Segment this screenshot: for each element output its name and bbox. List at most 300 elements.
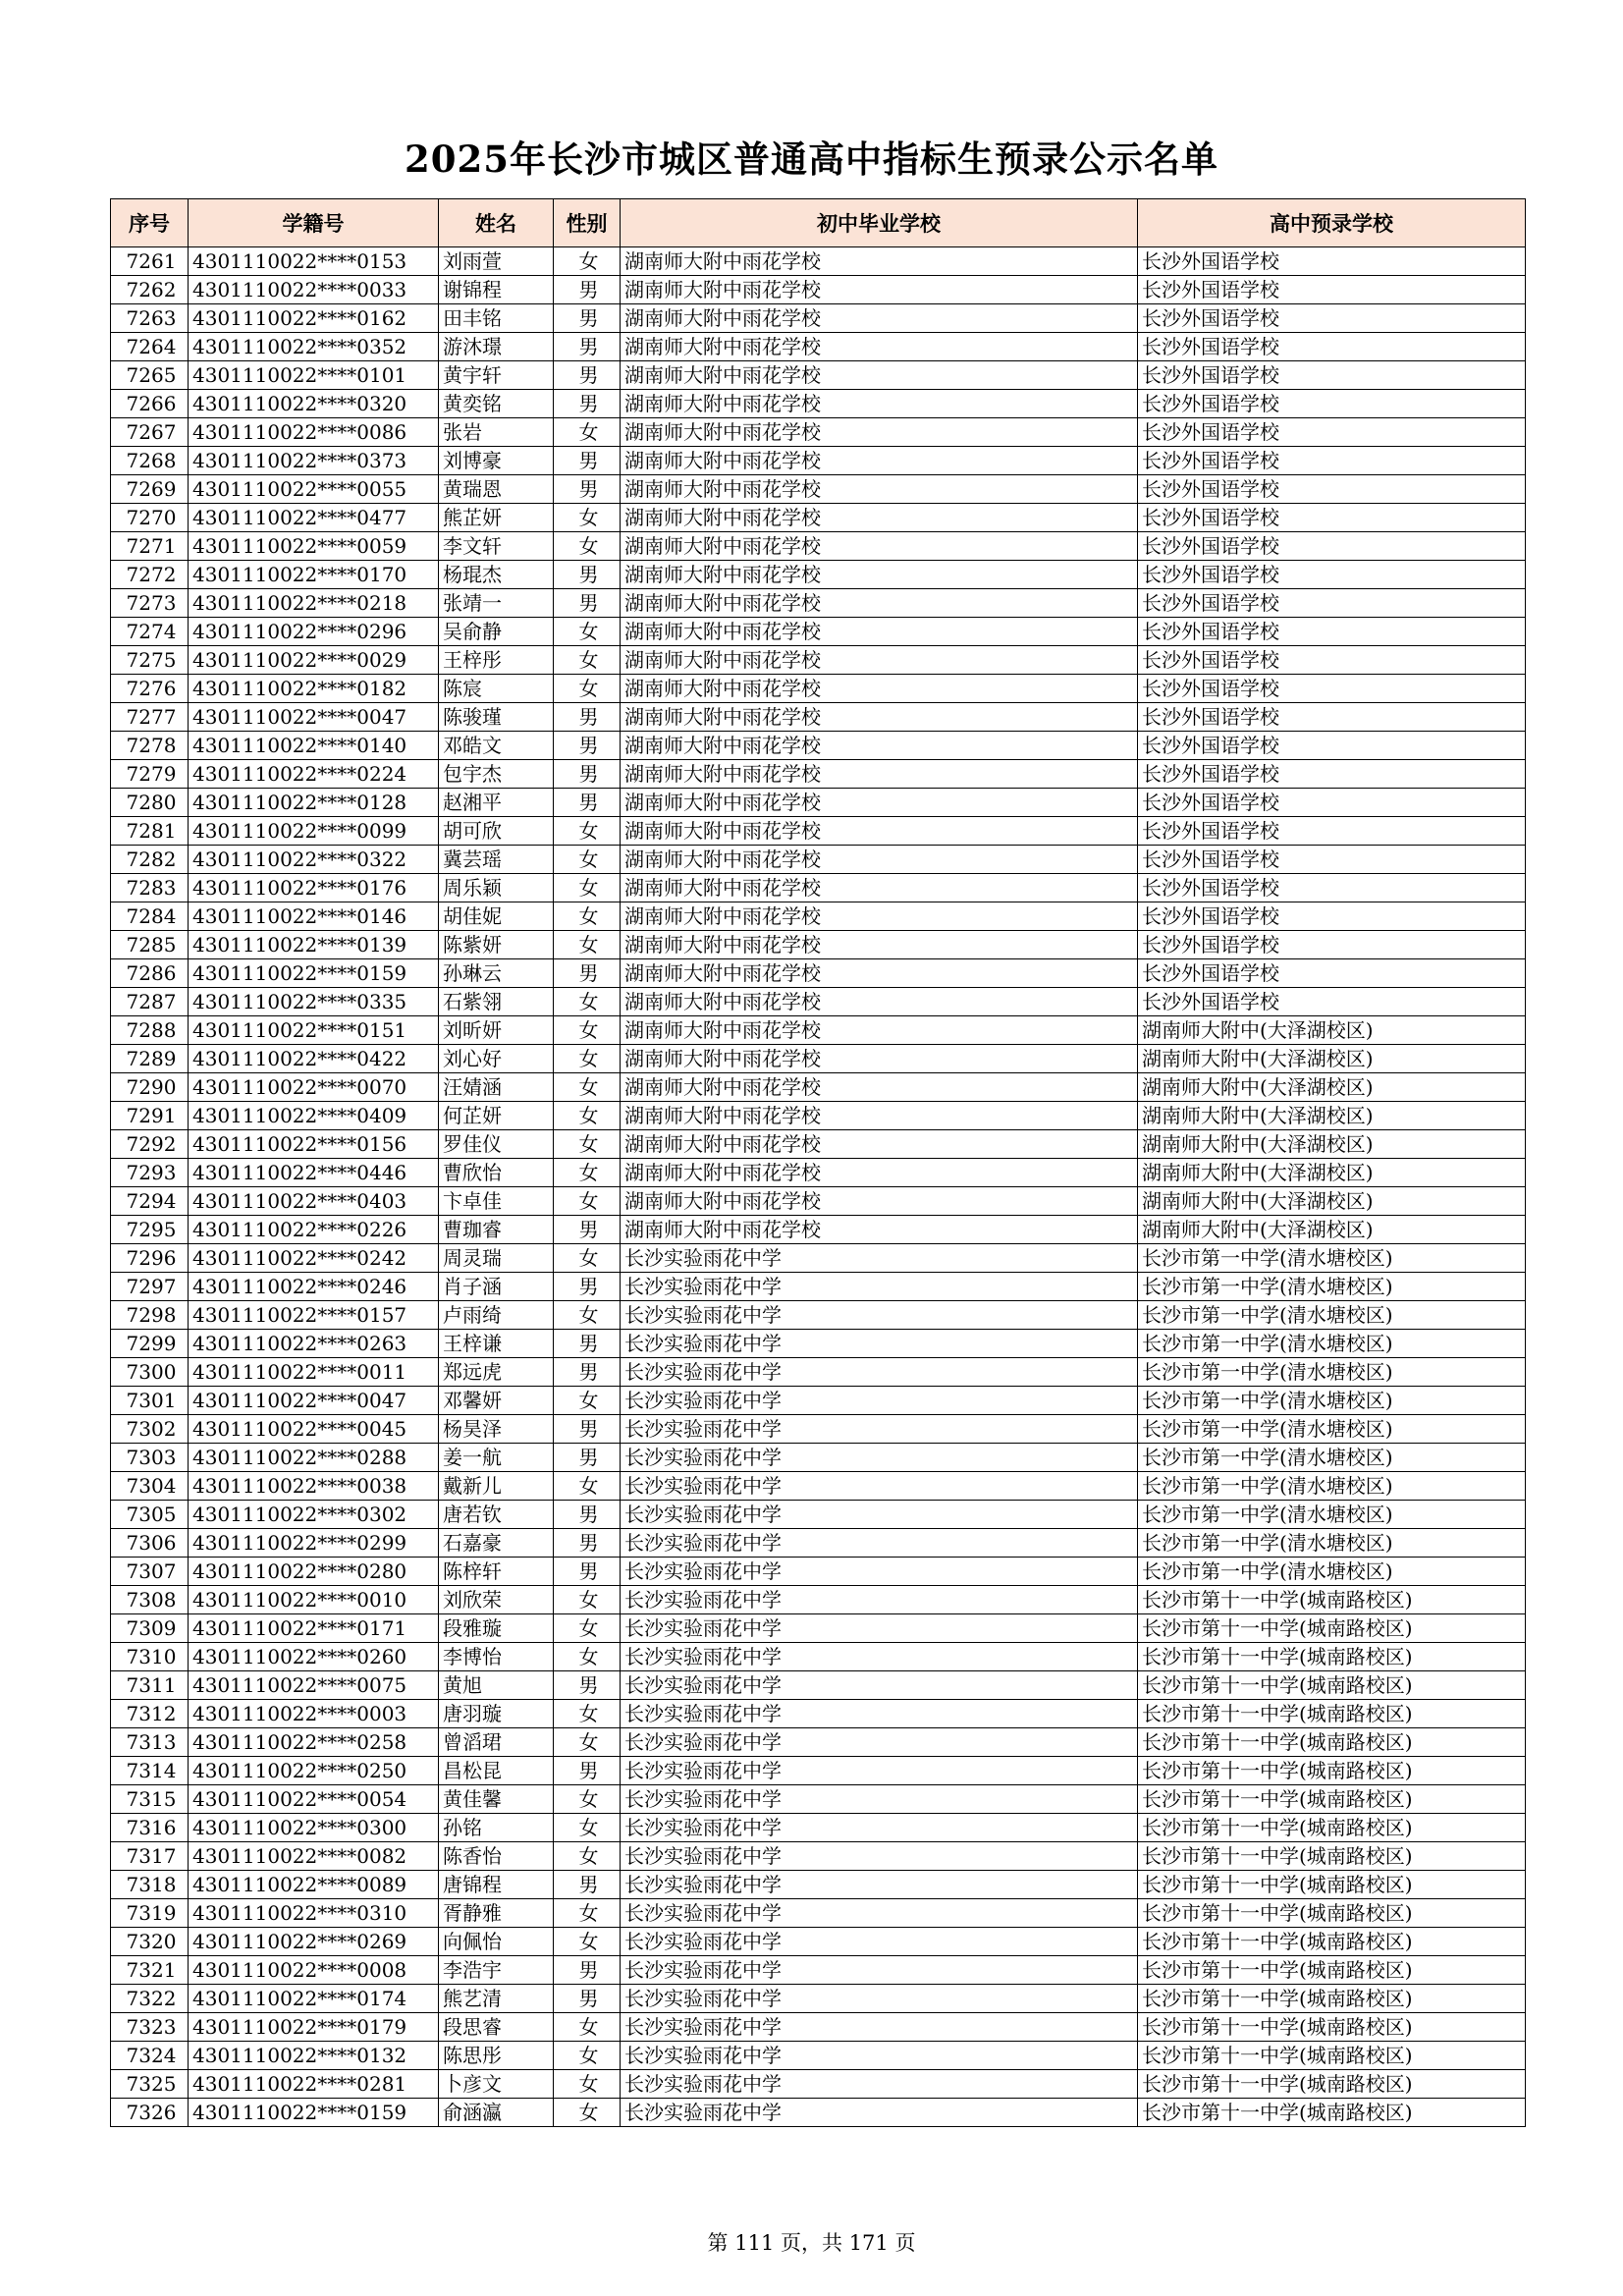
table-row: [111, 1842, 1526, 1871]
cell-seq: 7318: [111, 1871, 189, 1899]
cell-student-id: 4301110022****0269: [189, 1928, 439, 1956]
cell-gender: 男: [554, 1985, 621, 2013]
table-row: [111, 1586, 1526, 1614]
cell-gender: 女: [554, 646, 621, 675]
total-suffix: 页: [894, 2231, 916, 2255]
cell-name: 陈思彤: [439, 2042, 554, 2070]
cell-seq: 7311: [111, 1671, 189, 1700]
cell-student-id: 4301110022****0029: [189, 646, 439, 675]
cell-name: 何芷妍: [439, 1102, 554, 1130]
cell-gender: 男: [554, 1871, 621, 1899]
cell-seq: 7261: [111, 247, 189, 276]
cell-student-id: 4301110022****0140: [189, 732, 439, 760]
cell-gender: 女: [554, 1045, 621, 1073]
cell-name: 黄佳馨: [439, 1785, 554, 1814]
cell-seq: 7267: [111, 418, 189, 447]
cell-seq: 7285: [111, 931, 189, 959]
cell-senior-school: 长沙外国语学校: [1138, 931, 1526, 959]
cell-gender: 男: [554, 1216, 621, 1244]
table-row: [111, 1956, 1526, 1985]
cell-senior-school: 长沙外国语学校: [1138, 418, 1526, 447]
table-row: [111, 561, 1526, 589]
cell-gender: 女: [554, 1472, 621, 1501]
cell-student-id: 4301110022****0280: [189, 1558, 439, 1586]
cell-junior-school: 长沙实验雨花中学: [621, 1529, 1138, 1558]
cell-gender: 女: [554, 1159, 621, 1187]
cell-seq: 7312: [111, 1700, 189, 1728]
cell-name: 胡可欣: [439, 817, 554, 846]
table-row: [111, 1728, 1526, 1757]
cell-senior-school: 长沙市第一中学(清水塘校区): [1138, 1273, 1526, 1301]
cell-junior-school: 湖南师大附中雨花学校: [621, 703, 1138, 732]
cell-student-id: 4301110022****0218: [189, 589, 439, 618]
cell-gender: 女: [554, 2013, 621, 2042]
cell-name: 唐羽璇: [439, 1700, 554, 1728]
table-row: [111, 361, 1526, 390]
cell-student-id: 4301110022****0153: [189, 247, 439, 276]
cell-gender: 女: [554, 1842, 621, 1871]
cell-senior-school: 长沙市第十一中学(城南路校区): [1138, 1785, 1526, 1814]
cell-seq: 7286: [111, 959, 189, 988]
table-row: [111, 760, 1526, 789]
cell-seq: 7289: [111, 1045, 189, 1073]
cell-student-id: 4301110022****0003: [189, 1700, 439, 1728]
cell-gender: 女: [554, 618, 621, 646]
cell-name: 杨昊泽: [439, 1415, 554, 1444]
table-row: [111, 817, 1526, 846]
cell-student-id: 4301110022****0296: [189, 618, 439, 646]
cell-gender: 男: [554, 1529, 621, 1558]
cell-junior-school: 湖南师大附中雨花学校: [621, 789, 1138, 817]
cell-name: 段雅璇: [439, 1614, 554, 1643]
cell-student-id: 4301110022****0070: [189, 1073, 439, 1102]
cell-seq: 7305: [111, 1501, 189, 1529]
cell-student-id: 4301110022****0409: [189, 1102, 439, 1130]
cell-name: 胡佳妮: [439, 902, 554, 931]
cell-junior-school: 湖南师大附中雨花学校: [621, 418, 1138, 447]
cell-junior-school: 湖南师大附中雨花学校: [621, 874, 1138, 902]
cell-gender: 男: [554, 475, 621, 504]
cell-student-id: 4301110022****0151: [189, 1016, 439, 1045]
cell-junior-school: 长沙实验雨花中学: [621, 1614, 1138, 1643]
cell-student-id: 4301110022****0335: [189, 988, 439, 1016]
page-prefix: 第: [707, 2231, 729, 2255]
cell-name: 熊艺清: [439, 1985, 554, 2013]
cell-gender: 男: [554, 1273, 621, 1301]
table-row: [111, 618, 1526, 646]
cell-seq: 7290: [111, 1073, 189, 1102]
cell-junior-school: 长沙实验雨花中学: [621, 1301, 1138, 1330]
cell-gender: 女: [554, 1244, 621, 1273]
cell-seq: 7265: [111, 361, 189, 390]
cell-name: 周灵瑞: [439, 1244, 554, 1273]
cell-junior-school: 长沙实验雨花中学: [621, 1700, 1138, 1728]
cell-junior-school: 湖南师大附中雨花学校: [621, 304, 1138, 333]
total-pages: 171: [848, 2231, 889, 2255]
cell-student-id: 4301110022****0082: [189, 1842, 439, 1871]
cell-seq: 7272: [111, 561, 189, 589]
cell-seq: 7308: [111, 1586, 189, 1614]
cell-senior-school: 长沙外国语学校: [1138, 959, 1526, 988]
cell-senior-school: 长沙市第十一中学(城南路校区): [1138, 1956, 1526, 1985]
cell-junior-school: 长沙实验雨花中学: [621, 1985, 1138, 2013]
cell-student-id: 4301110022****0174: [189, 1985, 439, 2013]
cell-junior-school: 湖南师大附中雨花学校: [621, 1159, 1138, 1187]
cell-junior-school: 长沙实验雨花中学: [621, 1928, 1138, 1956]
cell-senior-school: 长沙市第十一中学(城南路校区): [1138, 1928, 1526, 1956]
cell-gender: 女: [554, 1187, 621, 1216]
table-row: [111, 276, 1526, 304]
cell-seq: 7319: [111, 1899, 189, 1928]
cell-name: 卜彦文: [439, 2070, 554, 2099]
table-row: [111, 1330, 1526, 1358]
cell-senior-school: 长沙市第十一中学(城南路校区): [1138, 1871, 1526, 1899]
cell-senior-school: 长沙市第十一中学(城南路校区): [1138, 2070, 1526, 2099]
page-title: 2025年长沙市城区普通高中指标生预录公示名单: [405, 137, 1218, 181]
table-row: [111, 789, 1526, 817]
cell-senior-school: 长沙外国语学校: [1138, 817, 1526, 846]
cell-seq: 7273: [111, 589, 189, 618]
cell-student-id: 4301110022****0281: [189, 2070, 439, 2099]
table-row: [111, 1415, 1526, 1444]
cell-student-id: 4301110022****0047: [189, 703, 439, 732]
cell-seq: 7304: [111, 1472, 189, 1501]
cell-seq: 7321: [111, 1956, 189, 1985]
header-student-id: 学籍号: [189, 199, 439, 247]
cell-name: 卞卓佳: [439, 1187, 554, 1216]
table-row: [111, 1928, 1526, 1956]
cell-name: 刘昕妍: [439, 1016, 554, 1045]
cell-junior-school: 湖南师大附中雨花学校: [621, 1102, 1138, 1130]
cell-junior-school: 长沙实验雨花中学: [621, 1871, 1138, 1899]
table-row: [111, 1159, 1526, 1187]
cell-senior-school: 长沙外国语学校: [1138, 561, 1526, 589]
cell-student-id: 4301110022****0008: [189, 1956, 439, 1985]
cell-junior-school: 湖南师大附中雨花学校: [621, 988, 1138, 1016]
table-row: [111, 1244, 1526, 1273]
cell-senior-school: 长沙市第十一中学(城南路校区): [1138, 1671, 1526, 1700]
cell-gender: 男: [554, 703, 621, 732]
cell-name: 邓馨妍: [439, 1387, 554, 1415]
cell-senior-school: 长沙市第一中学(清水塘校区): [1138, 1358, 1526, 1387]
cell-student-id: 4301110022****0182: [189, 675, 439, 703]
table-row: [111, 931, 1526, 959]
cell-student-id: 4301110022****0302: [189, 1501, 439, 1529]
cell-gender: 男: [554, 589, 621, 618]
cell-junior-school: 湖南师大附中雨花学校: [621, 1216, 1138, 1244]
cell-senior-school: 长沙外国语学校: [1138, 760, 1526, 789]
cell-student-id: 4301110022****0170: [189, 561, 439, 589]
header-senior-school: 高中预录学校: [1138, 199, 1526, 247]
cell-name: 李文轩: [439, 532, 554, 561]
cell-name: 罗佳仪: [439, 1130, 554, 1159]
cell-senior-school: 长沙外国语学校: [1138, 532, 1526, 561]
table-body: [111, 247, 1526, 2127]
cell-junior-school: 湖南师大附中雨花学校: [621, 333, 1138, 361]
cell-student-id: 4301110022****0300: [189, 1814, 439, 1842]
cell-student-id: 4301110022****0159: [189, 959, 439, 988]
header-row: [111, 199, 1526, 247]
cell-gender: 女: [554, 418, 621, 447]
cell-seq: 7315: [111, 1785, 189, 1814]
cell-senior-school: 长沙外国语学校: [1138, 447, 1526, 475]
cell-name: 戴新儿: [439, 1472, 554, 1501]
cell-gender: 女: [554, 1643, 621, 1671]
cell-gender: 女: [554, 1073, 621, 1102]
cell-senior-school: 长沙市第一中学(清水塘校区): [1138, 1472, 1526, 1501]
cell-student-id: 4301110022****0322: [189, 846, 439, 874]
cell-senior-school: 长沙外国语学校: [1138, 247, 1526, 276]
cell-senior-school: 长沙外国语学校: [1138, 732, 1526, 760]
table-row: [111, 732, 1526, 760]
cell-seq: 7310: [111, 1643, 189, 1671]
cell-name: 刘心好: [439, 1045, 554, 1073]
cell-student-id: 4301110022****0288: [189, 1444, 439, 1472]
cell-name: 周乐颖: [439, 874, 554, 902]
cell-junior-school: 长沙实验雨花中学: [621, 1643, 1138, 1671]
table-row: [111, 1358, 1526, 1387]
cell-senior-school: 长沙市第一中学(清水塘校区): [1138, 1330, 1526, 1358]
table-row: [111, 418, 1526, 447]
cell-name: 冀芸瑶: [439, 846, 554, 874]
cell-senior-school: 长沙外国语学校: [1138, 789, 1526, 817]
cell-seq: 7287: [111, 988, 189, 1016]
cell-junior-school: 长沙实验雨花中学: [621, 2013, 1138, 2042]
cell-name: 黄奕铭: [439, 390, 554, 418]
cell-name: 曹珈睿: [439, 1216, 554, 1244]
cell-junior-school: 长沙实验雨花中学: [621, 1671, 1138, 1700]
cell-junior-school: 长沙实验雨花中学: [621, 1273, 1138, 1301]
cell-gender: 女: [554, 902, 621, 931]
cell-gender: 女: [554, 1301, 621, 1330]
current-page: 111: [734, 2231, 775, 2255]
cell-name: 昌松昆: [439, 1757, 554, 1785]
cell-name: 俞涵瀛: [439, 2099, 554, 2127]
table-row: [111, 247, 1526, 276]
cell-gender: 男: [554, 1501, 621, 1529]
cell-name: 刘雨萱: [439, 247, 554, 276]
cell-name: 唐锦程: [439, 1871, 554, 1899]
cell-name: 向佩怡: [439, 1928, 554, 1956]
cell-student-id: 4301110022****0146: [189, 902, 439, 931]
cell-student-id: 4301110022****0033: [189, 276, 439, 304]
cell-senior-school: 长沙外国语学校: [1138, 589, 1526, 618]
cell-senior-school: 长沙外国语学校: [1138, 276, 1526, 304]
table-row: [111, 1614, 1526, 1643]
cell-name: 黄瑞恩: [439, 475, 554, 504]
cell-junior-school: 长沙实验雨花中学: [621, 1330, 1138, 1358]
cell-senior-school: 长沙市第一中学(清水塘校区): [1138, 1387, 1526, 1415]
cell-junior-school: 长沙实验雨花中学: [621, 1785, 1138, 1814]
cell-gender: 女: [554, 846, 621, 874]
cell-junior-school: 湖南师大附中雨花学校: [621, 1016, 1138, 1045]
cell-gender: 男: [554, 447, 621, 475]
cell-gender: 男: [554, 1956, 621, 1985]
cell-senior-school: 长沙市第十一中学(城南路校区): [1138, 1728, 1526, 1757]
cell-student-id: 4301110022****0176: [189, 874, 439, 902]
cell-name: 邓皓文: [439, 732, 554, 760]
table-row: [111, 304, 1526, 333]
cell-name: 游沐璟: [439, 333, 554, 361]
cell-student-id: 4301110022****0139: [189, 931, 439, 959]
cell-gender: 男: [554, 1358, 621, 1387]
table-row: [111, 532, 1526, 561]
cell-gender: 男: [554, 959, 621, 988]
cell-gender: 女: [554, 1586, 621, 1614]
table-row: [111, 1814, 1526, 1842]
cell-senior-school: 长沙市第十一中学(城南路校区): [1138, 2042, 1526, 2070]
cell-junior-school: 湖南师大附中雨花学校: [621, 817, 1138, 846]
cell-junior-school: 长沙实验雨花中学: [621, 1956, 1138, 1985]
cell-seq: 7303: [111, 1444, 189, 1472]
cell-student-id: 4301110022****0101: [189, 361, 439, 390]
cell-name: 谢锦程: [439, 276, 554, 304]
cell-name: 陈紫妍: [439, 931, 554, 959]
cell-senior-school: 长沙市第十一中学(城南路校区): [1138, 1700, 1526, 1728]
cell-gender: 女: [554, 1728, 621, 1757]
cell-seq: 7270: [111, 504, 189, 532]
cell-gender: 男: [554, 1415, 621, 1444]
cell-senior-school: 长沙外国语学校: [1138, 988, 1526, 1016]
cell-student-id: 4301110022****0038: [189, 1472, 439, 1501]
cell-gender: 女: [554, 1899, 621, 1928]
cell-junior-school: 湖南师大附中雨花学校: [621, 475, 1138, 504]
cell-junior-school: 长沙实验雨花中学: [621, 1899, 1138, 1928]
cell-student-id: 4301110022****0059: [189, 532, 439, 561]
cell-junior-school: 湖南师大附中雨花学校: [621, 561, 1138, 589]
table-row: [111, 1757, 1526, 1785]
cell-student-id: 4301110022****0352: [189, 333, 439, 361]
table-row: [111, 1387, 1526, 1415]
cell-gender: 女: [554, 1928, 621, 1956]
cell-gender: 女: [554, 247, 621, 276]
cell-gender: 男: [554, 333, 621, 361]
cell-gender: 男: [554, 561, 621, 589]
cell-gender: 男: [554, 1671, 621, 1700]
cell-seq: 7271: [111, 532, 189, 561]
cell-senior-school: 湖南师大附中(大泽湖校区): [1138, 1073, 1526, 1102]
cell-student-id: 4301110022****0157: [189, 1301, 439, 1330]
table-row: [111, 988, 1526, 1016]
table-row: [111, 1444, 1526, 1472]
cell-gender: 女: [554, 1016, 621, 1045]
roster-table: [110, 198, 1526, 2127]
cell-student-id: 4301110022****0179: [189, 2013, 439, 2042]
cell-junior-school: 湖南师大附中雨花学校: [621, 1045, 1138, 1073]
cell-seq: 7284: [111, 902, 189, 931]
cell-student-id: 4301110022****0099: [189, 817, 439, 846]
header-seq: 序号: [111, 199, 189, 247]
cell-student-id: 4301110022****0055: [189, 475, 439, 504]
cell-student-id: 4301110022****0047: [189, 1387, 439, 1415]
table-row: [111, 475, 1526, 504]
cell-gender: 男: [554, 1757, 621, 1785]
cell-student-id: 4301110022****0373: [189, 447, 439, 475]
cell-junior-school: 湖南师大附中雨花学校: [621, 532, 1138, 561]
cell-junior-school: 湖南师大附中雨花学校: [621, 247, 1138, 276]
cell-senior-school: 长沙市第十一中学(城南路校区): [1138, 1899, 1526, 1928]
table-row: [111, 1671, 1526, 1700]
cell-seq: 7324: [111, 2042, 189, 2070]
cell-senior-school: 长沙外国语学校: [1138, 646, 1526, 675]
cell-seq: 7262: [111, 276, 189, 304]
cell-name: 陈骏瑾: [439, 703, 554, 732]
cell-name: 王梓彤: [439, 646, 554, 675]
cell-senior-school: 长沙外国语学校: [1138, 475, 1526, 504]
cell-gender: 男: [554, 1330, 621, 1358]
header-gender: 性别: [554, 199, 621, 247]
cell-gender: 女: [554, 817, 621, 846]
cell-gender: 女: [554, 2042, 621, 2070]
cell-junior-school: 湖南师大附中雨花学校: [621, 390, 1138, 418]
cell-seq: 7325: [111, 2070, 189, 2099]
table-row: [111, 675, 1526, 703]
cell-junior-school: 湖南师大附中雨花学校: [621, 361, 1138, 390]
cell-student-id: 4301110022****0477: [189, 504, 439, 532]
table-row: [111, 447, 1526, 475]
cell-junior-school: 湖南师大附中雨花学校: [621, 931, 1138, 959]
cell-senior-school: 长沙市第十一中学(城南路校区): [1138, 2013, 1526, 2042]
cell-student-id: 4301110022****0045: [189, 1415, 439, 1444]
cell-senior-school: 长沙市第十一中学(城南路校区): [1138, 2099, 1526, 2127]
cell-student-id: 4301110022****0263: [189, 1330, 439, 1358]
table-row: [111, 1472, 1526, 1501]
cell-student-id: 4301110022****0159: [189, 2099, 439, 2127]
cell-name: 黄宇轩: [439, 361, 554, 390]
cell-senior-school: 长沙市第一中学(清水塘校区): [1138, 1529, 1526, 1558]
cell-seq: 7266: [111, 390, 189, 418]
table-row: [111, 1301, 1526, 1330]
cell-senior-school: 长沙外国语学校: [1138, 304, 1526, 333]
cell-gender: 女: [554, 1785, 621, 1814]
cell-gender: 男: [554, 1558, 621, 1586]
cell-senior-school: 长沙外国语学校: [1138, 703, 1526, 732]
table-row: [111, 703, 1526, 732]
table-row: [111, 1273, 1526, 1301]
cell-seq: 7302: [111, 1415, 189, 1444]
table-row: [111, 1187, 1526, 1216]
table-row: [111, 1073, 1526, 1102]
cell-seq: 7301: [111, 1387, 189, 1415]
cell-gender: 女: [554, 2099, 621, 2127]
cell-name: 张岩: [439, 418, 554, 447]
cell-student-id: 4301110022****0250: [189, 1757, 439, 1785]
cell-gender: 女: [554, 2070, 621, 2099]
cell-name: 杨琨杰: [439, 561, 554, 589]
cell-gender: 女: [554, 675, 621, 703]
header-name: 姓名: [439, 199, 554, 247]
cell-junior-school: 长沙实验雨花中学: [621, 2099, 1138, 2127]
cell-gender: 男: [554, 304, 621, 333]
cell-gender: 男: [554, 760, 621, 789]
cell-seq: 7279: [111, 760, 189, 789]
table-row: [111, 1016, 1526, 1045]
cell-seq: 7299: [111, 1330, 189, 1358]
cell-name: 刘欣荣: [439, 1586, 554, 1614]
cell-name: 王梓谦: [439, 1330, 554, 1358]
cell-junior-school: 湖南师大附中雨花学校: [621, 902, 1138, 931]
cell-student-id: 4301110022****0320: [189, 390, 439, 418]
cell-student-id: 4301110022****0226: [189, 1216, 439, 1244]
cell-senior-school: 湖南师大附中(大泽湖校区): [1138, 1130, 1526, 1159]
cell-student-id: 4301110022****0010: [189, 1586, 439, 1614]
cell-gender: 女: [554, 931, 621, 959]
cell-junior-school: 长沙实验雨花中学: [621, 1415, 1138, 1444]
cell-junior-school: 湖南师大附中雨花学校: [621, 1187, 1138, 1216]
cell-name: 姜一航: [439, 1444, 554, 1472]
cell-seq: 7300: [111, 1358, 189, 1387]
cell-seq: 7316: [111, 1814, 189, 1842]
